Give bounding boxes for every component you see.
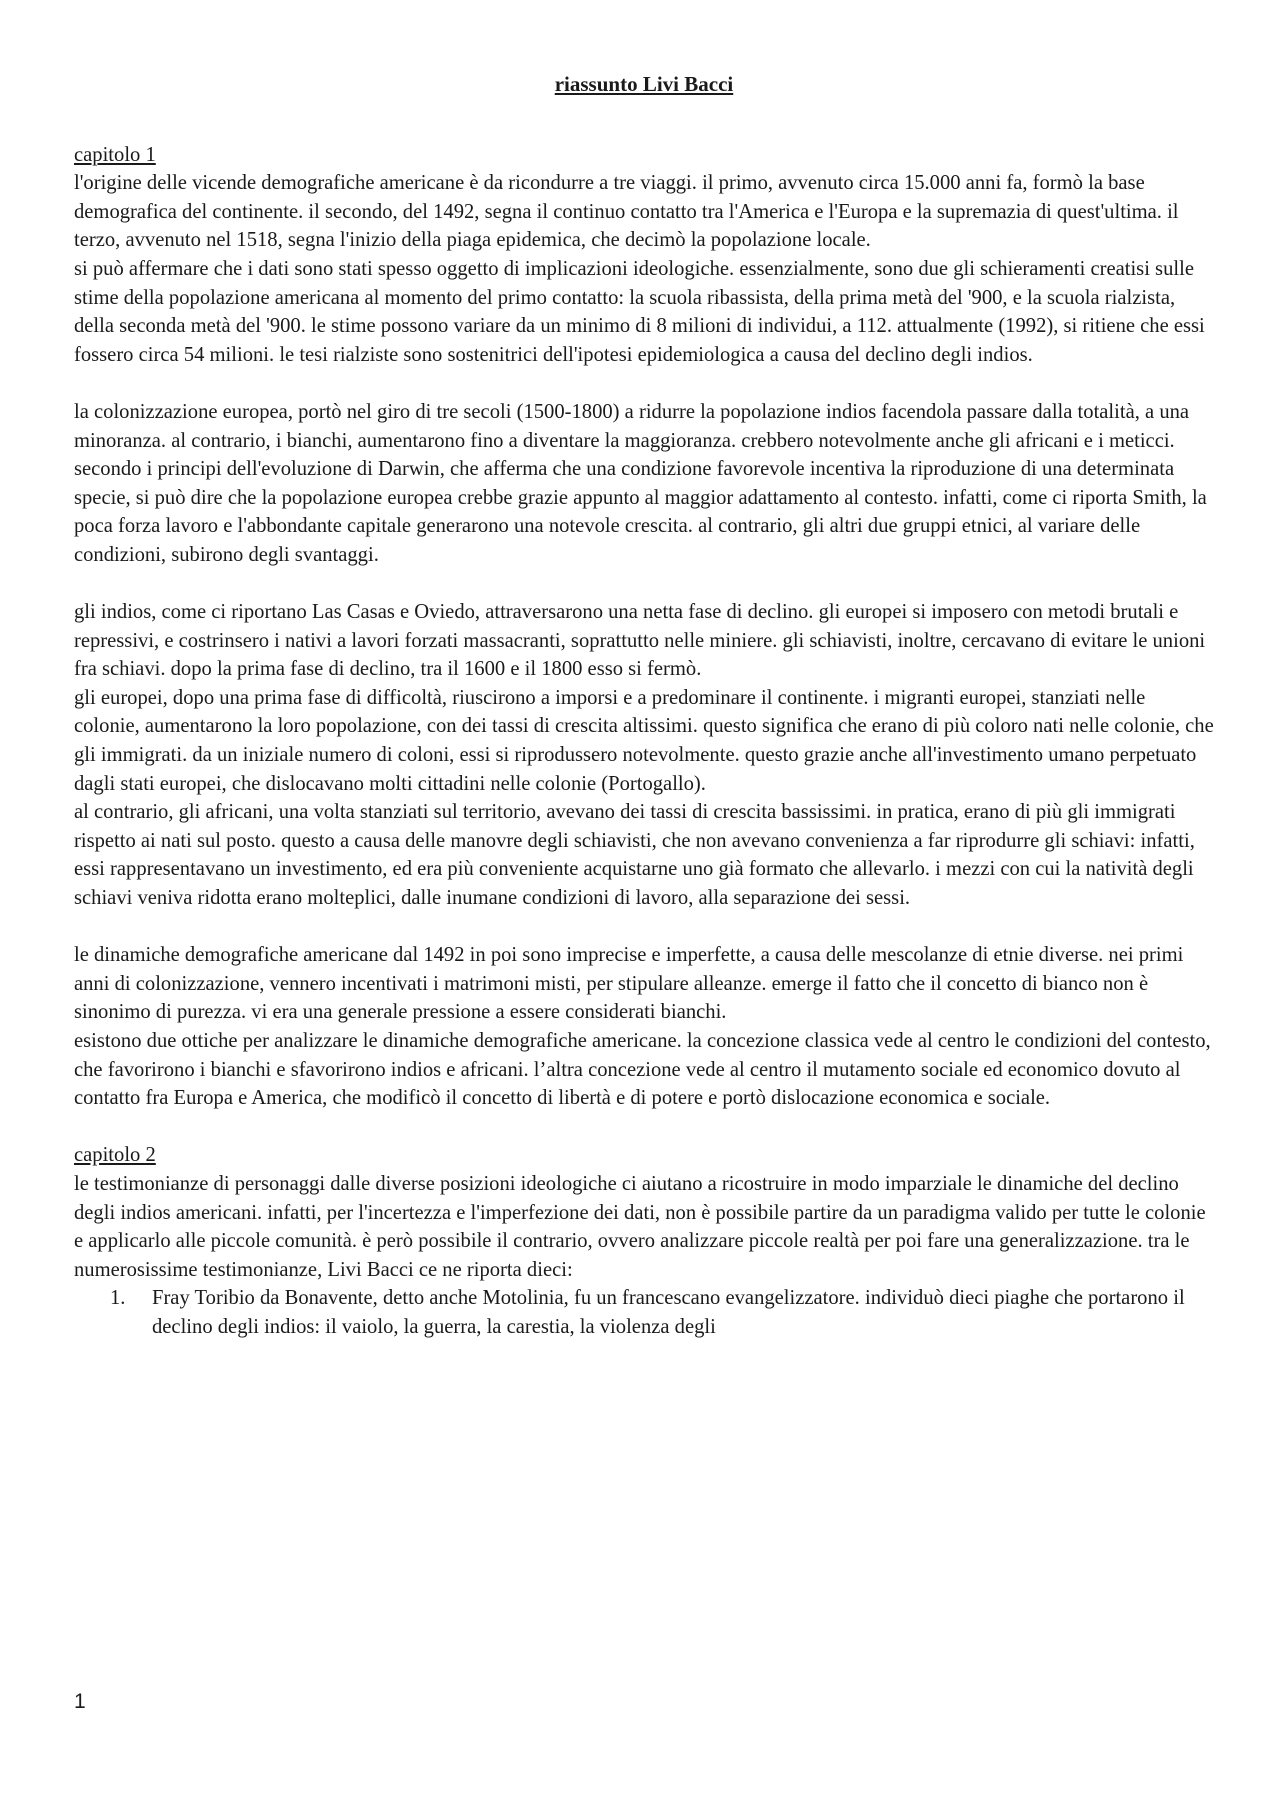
list-item-number: 1. [110, 1287, 126, 1310]
paragraph: si può affermare che i dati sono stati spesso oggetto di implicazioni ideologiche. essenzialmente, sono due gli schieramenti creatisi sulle stime della popolazione americana al momento del primo contatto: la scuola ribassista, della prima metà del '900, e la scuola rialzista, della seconda metà del '900. le stime possono variare da un minimo di 8 milioni di individui, a 112. attualmente (1992), si ritiene che essi fossero circa 54 milioni. le tesi rialziste sono sostenitrici dell'ipotesi epidemiologica a causa del declino degli indios. [74, 257, 1205, 366]
paragraph: l'origine delle vicende demografiche americane è da ricondurre a tre viaggi. il primo, avvenuto circa 15.000 anni fa, formò la base demografica del continente. il secondo, del 1492, segna il continuo contatto tra l'America e l'Europa e la supremazia di quest'ultima. il terzo, avvenuto nel 1518, segna l'inizio della piaga epidemica, che decimò la popolazione locale. [74, 172, 1179, 252]
list-item-text: Fray Toribio da Bonavente, detto anche Motolinia, fu un francescano evangelizzatore. individuò dieci piaghe che portarono il declino degli indios: il vaiolo, la guerra, la carestia, la violenza degli [152, 1287, 1185, 1338]
chapter-1-section [74, 141, 1214, 1142]
paragraph: le dinamiche demografiche americane dal 1492 in poi sono imprecise e imperfette, a causa delle mescolanze di etnie diverse. nei primi anni di colonizzazione, vennero incentivati i matrimoni misti, per stipulare alleanze. emerge il fatto che il concetto di bianco non è sinonimo di purezza. vi era una generale pressione a essere considerati bianchi. [74, 944, 1184, 1024]
paragraph: gli indios, come ci riportano Las Casas e Oviedo, attraversarono una netta fase di declino. gli europei si imposero con metodi brutali e repressivi, e costrinsero i nativi a lavori forzati massacranti, soprattutto nelle miniere. gli schiavisti, inoltre, cercavano di evitare le unioni fra schiavi. dopo la prima fase di declino, tra il 1600 e il 1800 esso si fermò. [74, 601, 1206, 681]
document-title: riassunto Livi Bacci [554, 72, 734, 96]
chapter-2-section [74, 1141, 1214, 1341]
page-number: 1 [74, 1690, 86, 1713]
paragraph: gli europei, dopo una prima fase di difficoltà, riuscirono a imporsi e a predominare il continente. i migranti europei, stanziati nelle colonie, aumentarono la loro popolazione, con dei tassi di crescita altissimi. questo significa che erano di più coloro nati nelle colonie, che gli immigrati. da un iniziale numero di coloni, essi si riprodussero notevolmente. questo grazie anche all'investimento umano perpetuato dagli stati europei, che dislocavano molti cittadini nelle colonie (Portogallo). [74, 686, 1214, 795]
paragraph: la colonizzazione europea, portò nel giro di tre secoli (1500-1800) a ridurre la popolazione indios facendola passare dalla totalità, a una minoranza. al contrario, i bianchi, aumentarono fino a diventare la maggioranza. crebbero notevolmente anche gli africani e i meticci. secondo i principi dell'evoluzione di Darwin, che afferma che una condizione favorevole incentiva la riproduzione di una determinata specie, si può dire che la popolazione europea crebbe grazie appunto al maggior adattamento al contesto. infatti, come ci riporta Smith, la poca forza lavoro e l'abbondante capitale generarono una notevole crescita. al contrario, gli altri due gruppi etnici, al variare delle condizioni, subirono degli svantaggi. [74, 400, 1207, 566]
testimonies-list [74, 1284, 1214, 1341]
chapter-2-heading: capitolo 2 [74, 1144, 156, 1167]
paragraph-gap [74, 369, 1214, 398]
paragraph-gap [74, 1113, 1214, 1142]
document-page [74, 70, 1214, 1342]
list-item [74, 1284, 1214, 1341]
chapter-1-heading: capitolo 1 [74, 143, 156, 166]
paragraph: al contrario, gli africani, una volta stanziati sul territorio, avevano dei tassi di crescita bassissimi. in pratica, erano di più gli immigrati rispetto ai nati sul posto. questo a causa delle manovre degli schiavisti, che non avevano convenienza a far riprodurre gli schiavi: infatti, essi rappresentavano un investimento, ed era più conveniente acquistarne uno già formato che allevarlo. i mezzi con cui la natività degli schiavi veniva ridotta erano molteplici, dalle inumane condizioni di lavoro, alla separazione dei sessi. [74, 801, 1195, 910]
paragraph-gap [74, 570, 1214, 599]
paragraph: esistono due ottiche per analizzare le dinamiche demografiche americane. la concezione classica vede al centro le condizioni del contesto, che favorirono i bianchi e sfavorirono indios e africani. l’altra concezione vede al centro il mutamento sociale ed economico dovuto al contatto fra Europa e America, che modificò il concetto di libertà e di potere e portò dislocazione economica e sociale. [74, 1030, 1211, 1110]
paragraph-gap [74, 913, 1214, 942]
paragraph: le testimonianze di personaggi dalle diverse posizioni ideologiche ci aiutano a ricostruire in modo imparziale le dinamiche del declino degli indios americani. infatti, per l'incertezza e l'imperfezione dei dati, non è possibile partire da un paradigma valido per tutte le colonie e applicarlo alle piccole comunità. è però possibile il contrario, ovvero analizzare piccole realtà per poi fare una generalizzazione. tra le numerosissime testimonianze, Livi Bacci ce ne riporta dieci: [74, 1172, 1206, 1281]
